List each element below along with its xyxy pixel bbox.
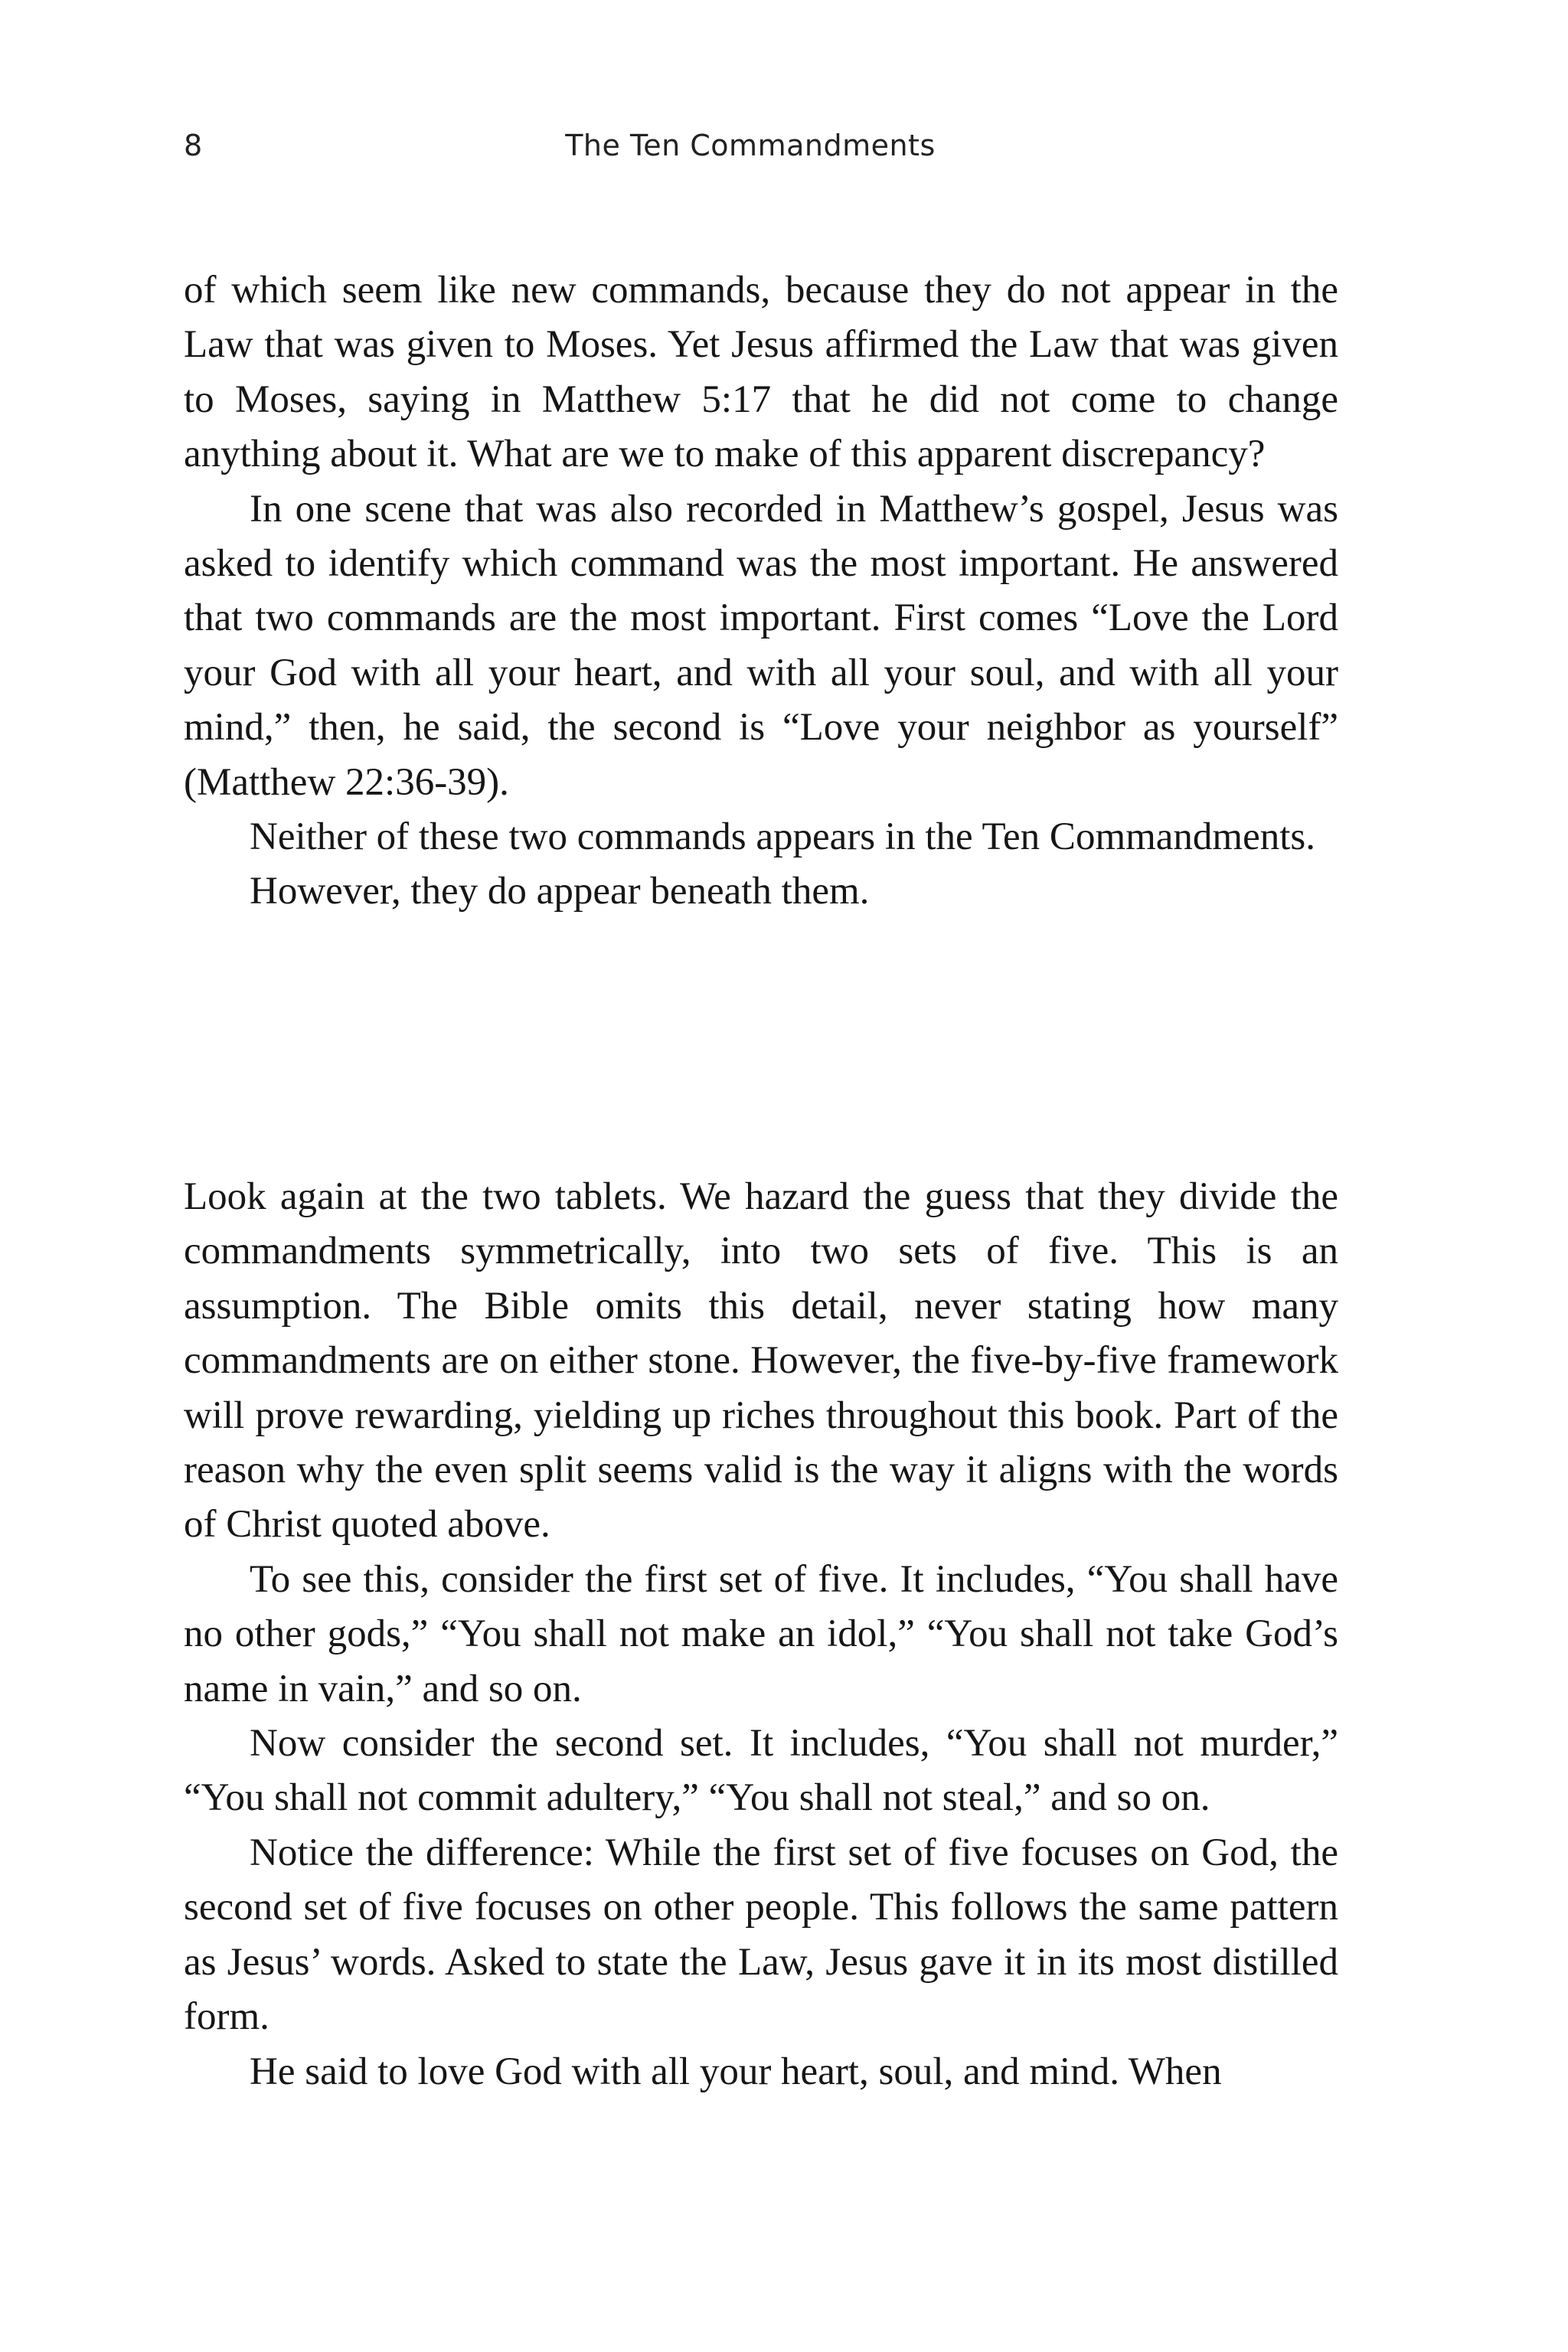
running-title: The Ten Commandments: [565, 129, 936, 162]
paragraph: Look again at the two tablets. We hazard the guess that they divide the commandments symmetrically, into two sets of five. This is an assumption. The Bible omits this detail, never stating how many commandments are on either stone. However, the five-by-five framework will prove rewarding, yielding up riches throughout this book. Part of the reason why the even split seems valid is the way it aligns with the words of Christ quoted above.: [184, 1175, 1338, 1547]
paragraph: Notice the difference: While the first set of five focuses on God, the second set of five focuses on other people. This follows the same pattern as Jesus’ words. Asked to state the Law, Jesus gave it in its most distilled form.: [184, 1831, 1338, 2039]
paragraph: He said to love God with all your heart, soul, and mind. When: [250, 2050, 1222, 2093]
paragraph: However, they do appear beneath them.: [250, 870, 870, 913]
paragraph: In one scene that was also recorded in Matthew’s gospel, Jesus was asked to identify which command was the most important. He answered that two commands are the most important. First comes “Love the Lord your God with all your heart, and with all your soul, and with all your mind,” then, he said, the second is “Love your neighbor as yourself” (Matthew 22:36-39).: [184, 487, 1338, 804]
paragraph: To see this, consider the first set of five. It includes, “You shall have no other gods,” “You shall not make an idol,” “You shall not take God’s name in vain,” and so on.: [184, 1557, 1338, 1710]
body-text-section-2: [184, 1170, 1338, 2099]
running-header: [0, 129, 1568, 178]
body-text-section-1: [184, 263, 1338, 920]
paragraph: Now consider the second set. It includes, “You shall not murder,” “You shall not commit adultery,” “You shall not steal,” and so on.: [184, 1722, 1338, 1820]
page-number: 8: [184, 129, 203, 162]
paragraph: of which seem like new commands, because they do not appear in the Law that was given to Moses. Yet Jesus affirmed the Law that was given to Moses, saying in Matthew 5:17 that he did not come to change anything about it. What are we to make of this apparent discrepancy?: [184, 269, 1338, 476]
paragraph: Neither of these two commands appears in the Ten Commandments.: [250, 815, 1315, 859]
